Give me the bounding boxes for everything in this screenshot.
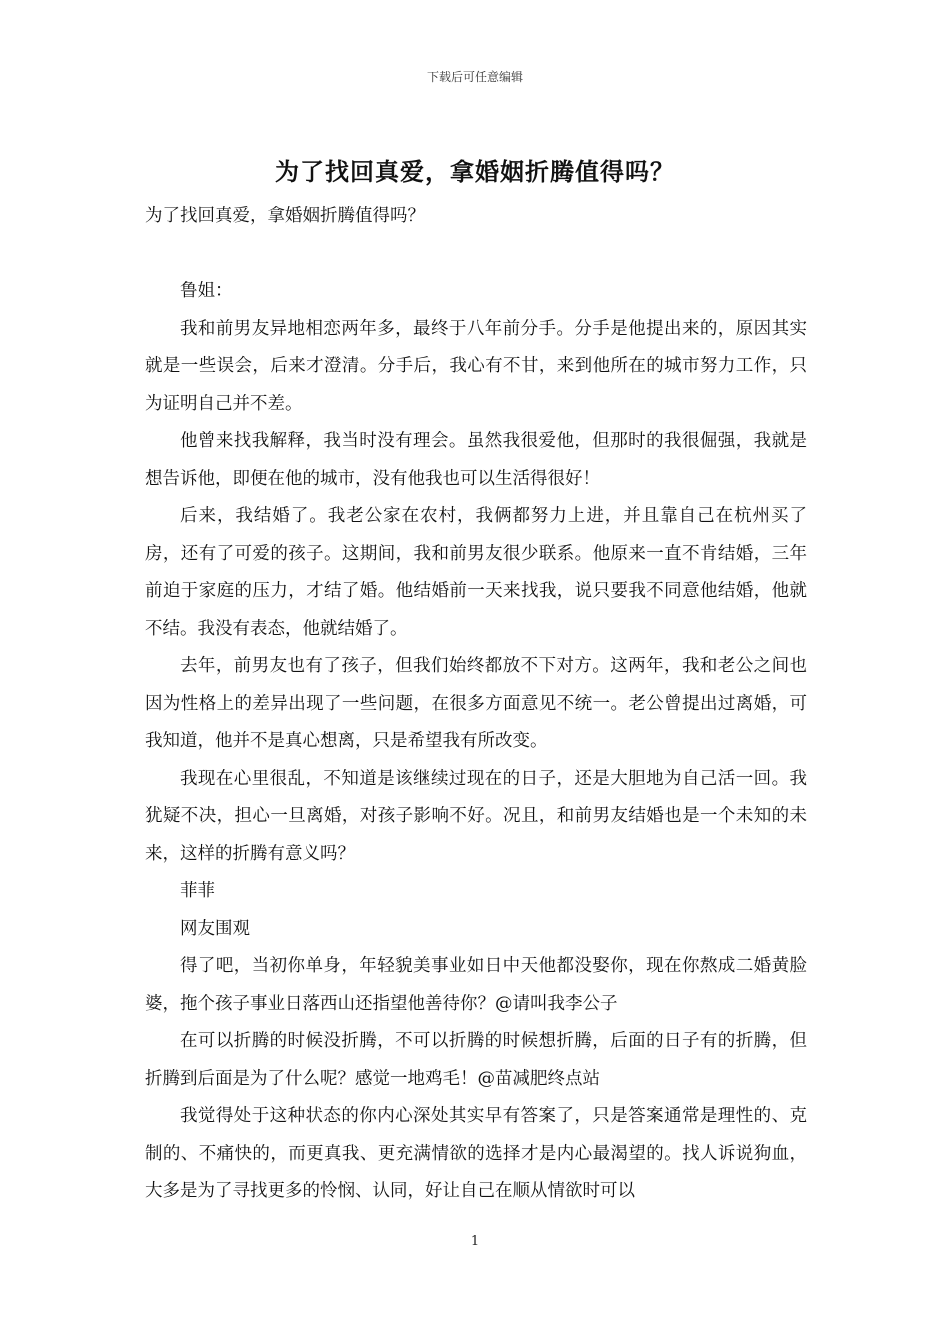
salutation: 鲁姐： bbox=[180, 281, 233, 301]
document-body bbox=[145, 198, 807, 1211]
blank-line bbox=[145, 236, 807, 274]
section-heading: 网友围观 bbox=[180, 918, 250, 939]
paragraph: 我和前男友异地相恋两年多，最终于八年前分手。分手是他提出来的，原因其实就是一些误会，后来才澄清。分手后，我心有不甘，来到他所在的城市努力工作，只为证明自己并不差。 bbox=[145, 318, 807, 414]
comment-paragraph: 得了吧，当初你单身，年轻貌美事业如日中天他都没娶你，现在你熬成二婚黄脸婆，拖个孩子事业日落西山还指望他善待你？@请叫我李公子 bbox=[145, 956, 807, 1014]
page-number: 1 bbox=[470, 1234, 480, 1249]
comment-paragraph: 在可以折腾的时候没折腾，不可以折腾的时候想折腾，后面的日子有的折腾，但折腾到后面是为了什么呢？感觉一地鸡毛！@苗减肥终点站 bbox=[145, 1031, 807, 1089]
paragraph: 他曾来找我解释，我当时没有理会。虽然我很爱他，但那时的我很倔强，我就是想告诉他，即便在他的城市，没有他我也可以生活得很好！ bbox=[145, 431, 807, 489]
paragraph: 我现在心里很乱，不知道是该继续过现在的日子，还是大胆地为自己活一回。我犹疑不决，担心一旦离婚，对孩子影响不好。况且，和前男友结婚也是一个未知的未来，这样的折腾有意义吗？ bbox=[145, 768, 807, 864]
comment-paragraph: 我觉得处于这种状态的你内心深处其实早有答案了，只是答案通常是理性的、克制的、不痛快的，而更真我、更充满情欲的选择才是内心最渴望的。找人诉说狗血，大多是为了寻找更多的怜悯、认同，好让自己在顺从情欲时可以 bbox=[145, 1106, 807, 1201]
page-header: 下载后可任意编辑 bbox=[426, 70, 523, 84]
paragraph: 后来，我结婚了。我老公家在农村，我俩都努力上进，并且靠自己在杭州买了房，还有了可爱的孩子。这期间，我和前男友很少联系。他原来一直不肯结婚，三年前迫于家庭的压力，才结了婚。他结婚前一天来找我，说只要我不同意他结婚，他就不结。我没有表态，他就结婚了。 bbox=[145, 506, 807, 639]
document-title: 为了找回真爱，拿婚姻折腾值得吗？ bbox=[275, 157, 675, 186]
paragraph: 去年，前男友也有了孩子，但我们始终都放不下对方。这两年，我和老公之间也因为性格上的差异出现了一些问题，在很多方面意见不统一。老公曾提出过离婚，可我知道，他并不是真心想离，只是希望我有所改变。 bbox=[145, 656, 807, 751]
subtitle-line: 为了找回真爱，拿婚姻折腾值得吗？ bbox=[145, 206, 425, 226]
signature: 菲菲 bbox=[180, 881, 215, 901]
